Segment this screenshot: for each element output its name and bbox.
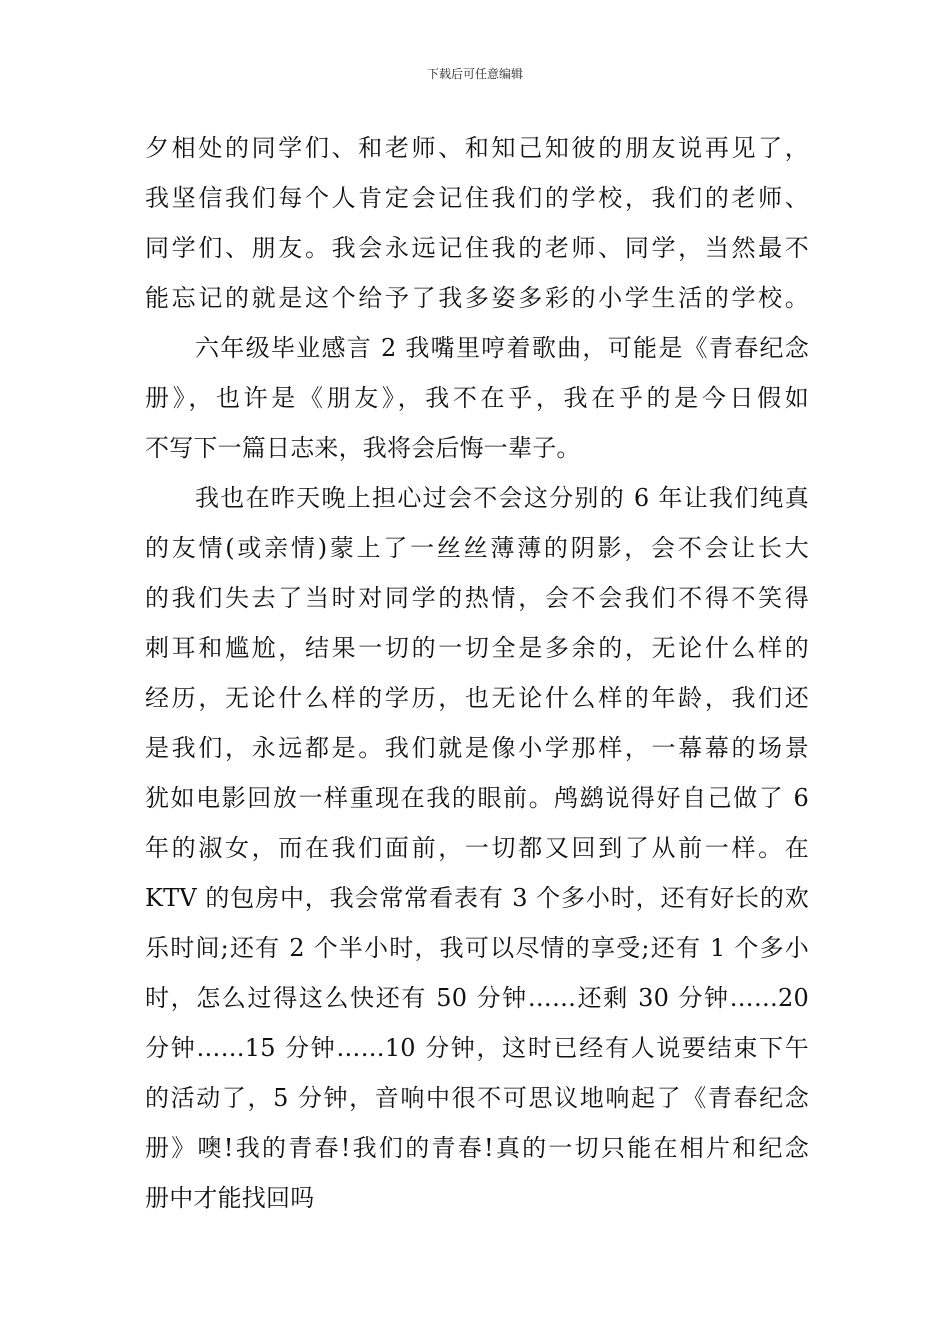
text-line: 刺耳和尴尬，结果一切的一切全是多余的，无论什么样的 — [145, 634, 809, 662]
text-line: 夕相处的同学们、和老师、和知己知彼的朋友说再见了， — [145, 134, 809, 162]
text-line: 的友情(或亲情)蒙上了一丝丝薄薄的阴影，会不会让长大 — [145, 534, 809, 562]
text-line: 六年级毕业感言 2 我嘴里哼着歌曲，可能是《青春纪念 — [195, 334, 809, 362]
text-line: 我也在昨天晚上担心过会不会这分别的 6 年让我们纯真 — [195, 484, 809, 512]
text-line: 是我们，永远都是。我们就是像小学那样，一幕幕的场景 — [145, 734, 809, 762]
paragraph-2 — [145, 323, 809, 473]
text-line: 册中才能找回吗 — [145, 1184, 315, 1212]
text-line: 册》，也许是《朋友》，我不在乎，我在乎的是今日假如 — [145, 384, 809, 412]
text-line: 册》噢!我的青春!我们的青春!真的一切只能在相片和纪念 — [145, 1134, 809, 1162]
text-line: 分钟……15 分钟……10 分钟，这时已经有人说要结束下午 — [145, 1034, 809, 1062]
text-line: 的活动了，5 分钟，音响中很不可思议地响起了《青春纪念 — [145, 1084, 809, 1112]
body-text — [145, 123, 809, 1223]
paragraph-3 — [145, 473, 809, 1223]
text-line: 年的淑女，而在我们面前，一切都又回到了从前一样。在 — [145, 834, 809, 862]
text-line: 我坚信我们每个人肯定会记住我们的学校，我们的老师、 — [145, 184, 809, 212]
text-line: 犹如电影回放一样重现在我的眼前。鸬鹚说得好自己做了 6 — [145, 784, 809, 812]
paragraph-1 — [145, 123, 809, 323]
text-line: 同学们、朋友。我会永远记住我的老师、同学，当然最不 — [145, 234, 809, 262]
text-line: 能忘记的就是这个给予了我多姿多彩的小学生活的学校。 — [145, 284, 809, 312]
text-line: 时，怎么过得这么快还有 50 分钟……还剩 30 分钟……20 — [145, 984, 809, 1012]
page-header: 下载后可任意编辑 — [426, 67, 523, 81]
text-line: KTV 的包房中，我会常常看表有 3 个多小时，还有好长的欢 — [145, 884, 809, 912]
text-line: 经历，无论什么样的学历，也无论什么样的年龄，我们还 — [145, 684, 809, 712]
text-line: 乐时间;还有 2 个半小时，我可以尽情的享受;还有 1 个多小 — [145, 934, 809, 962]
text-line: 的我们失去了当时对同学的热情，会不会我们不得不笑得 — [145, 584, 809, 612]
text-line: 不写下一篇日志来，我将会后悔一辈子。 — [145, 434, 581, 462]
